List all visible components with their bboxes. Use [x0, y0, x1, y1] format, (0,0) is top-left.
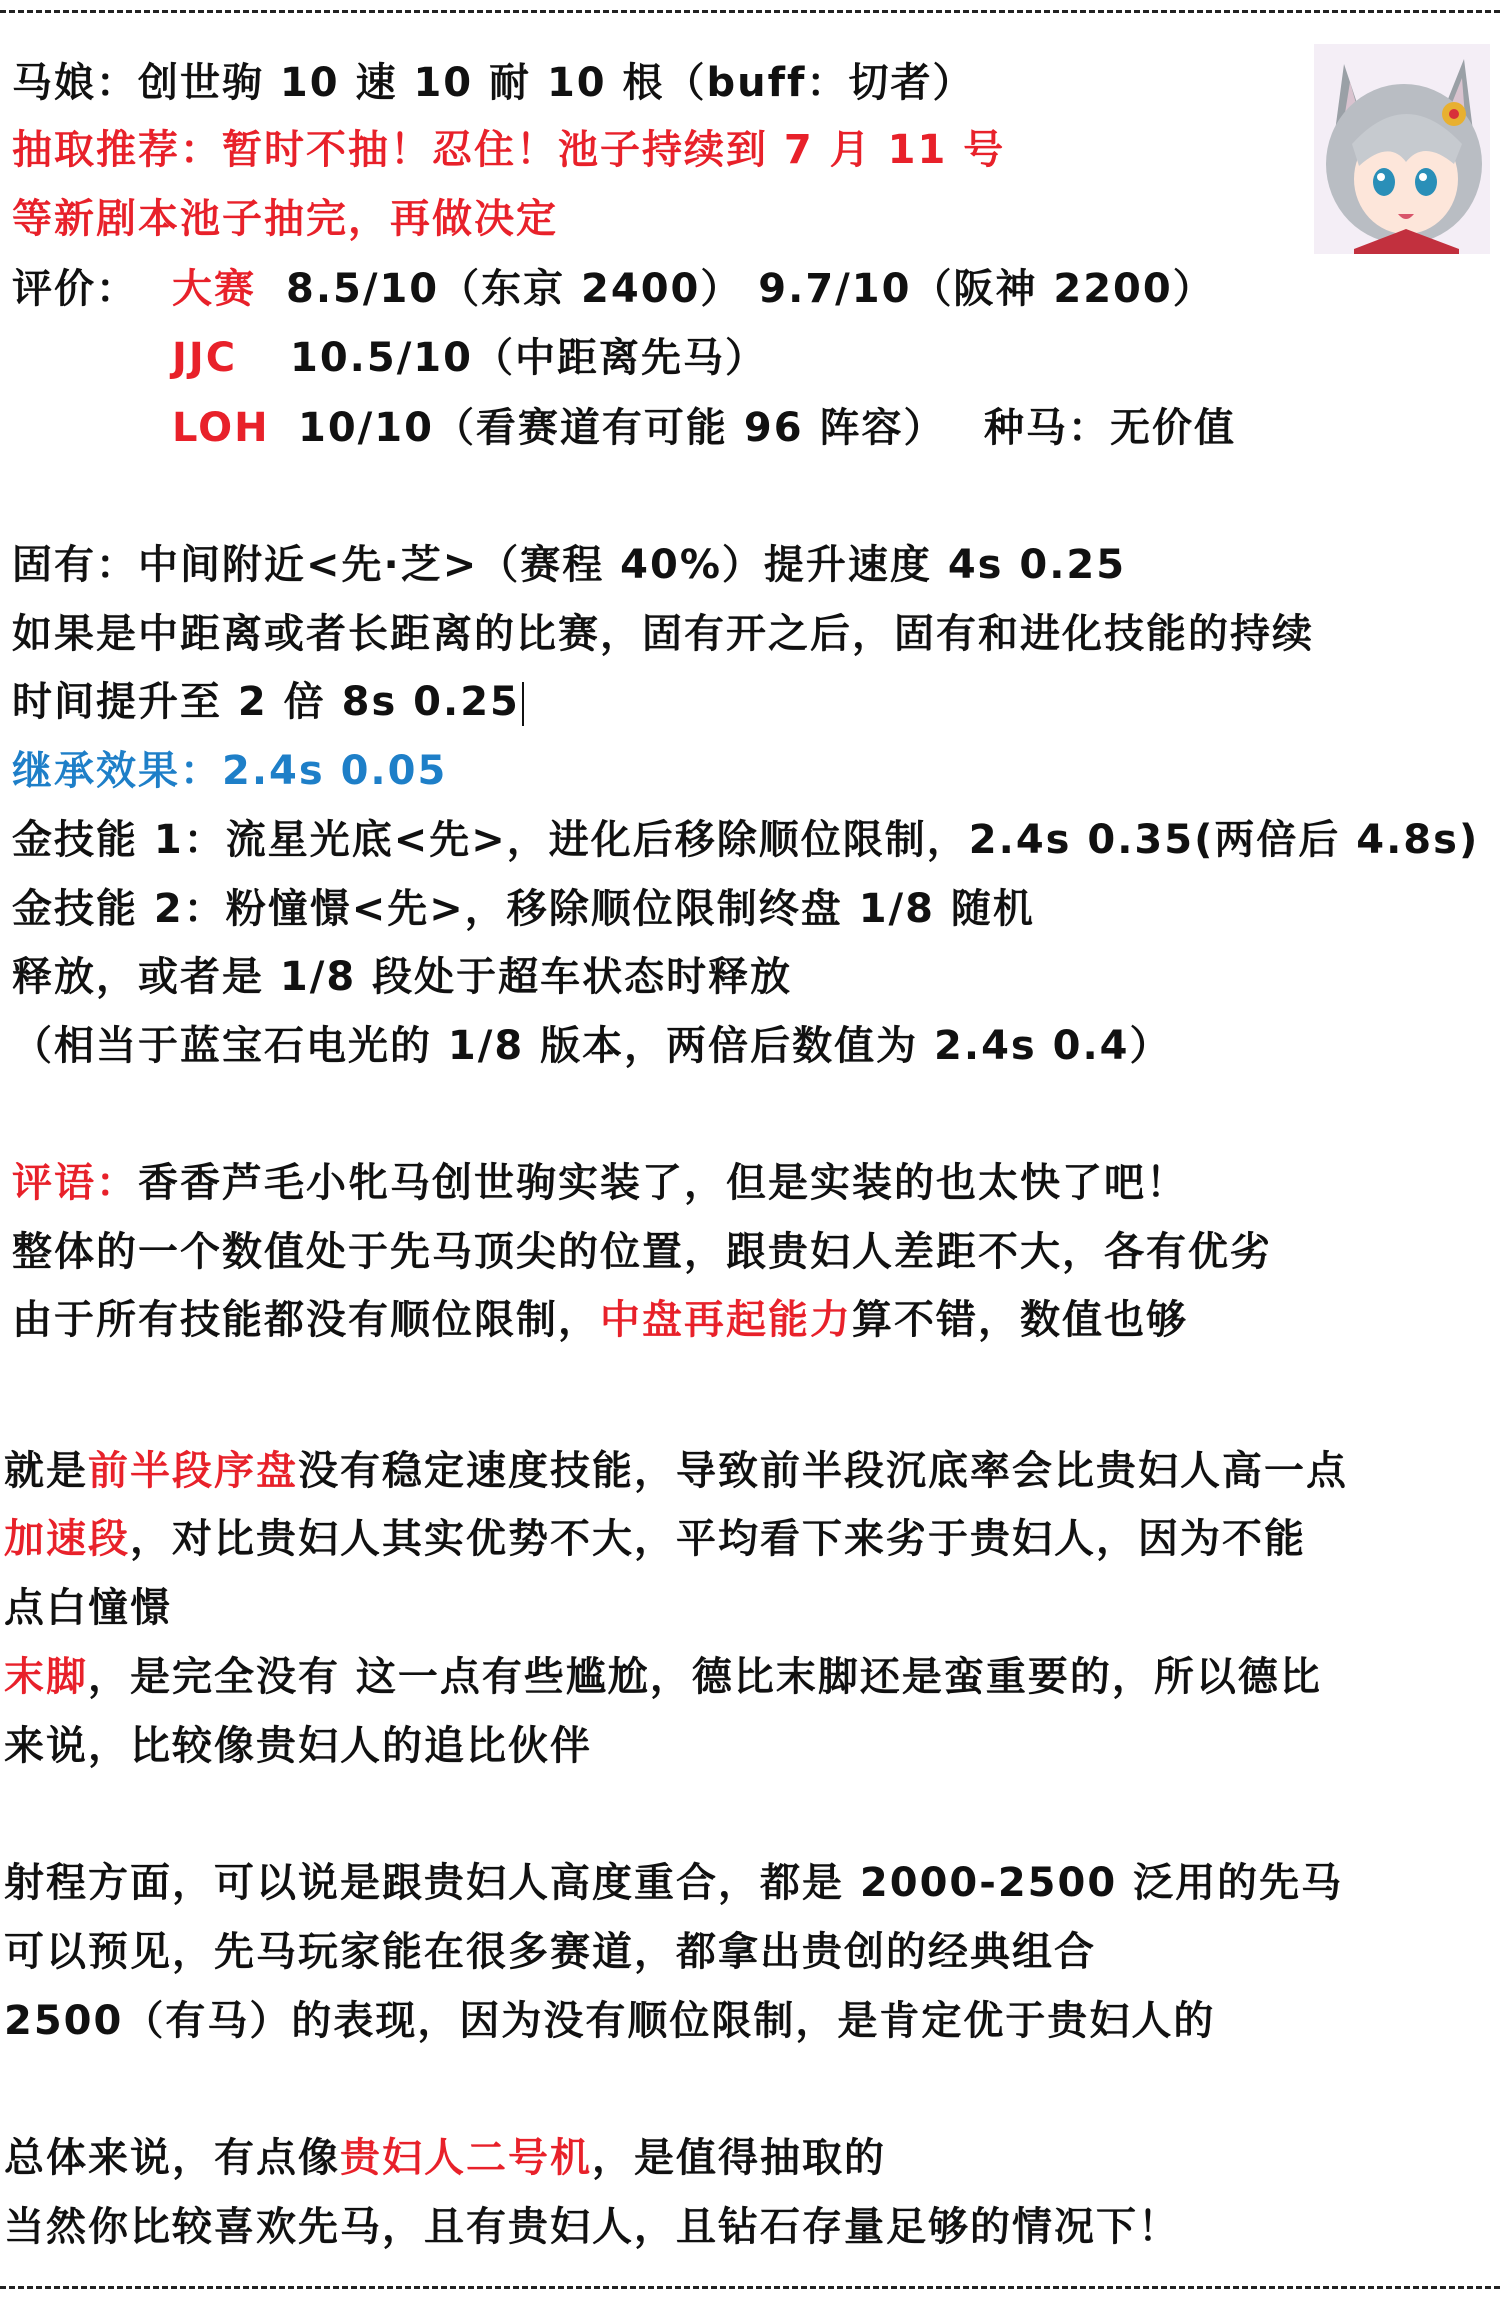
character-avatar — [1314, 44, 1490, 254]
final-leg-line-2: 来说，比较像贵妇人的追比伙伴 — [4, 1723, 592, 1769]
loh-label: LOH — [172, 405, 270, 451]
comment-line-1 — [12, 1158, 1188, 1208]
final-leg-line — [4, 1652, 1322, 1702]
early-phase-text: 没有稳定速度技能，导致前半段沉底率会比贵妇人高一点 — [298, 1448, 1348, 1494]
summary-line-2: 当然你比较喜欢先马，且有贵妇人，且钻石存量足够的情况下！ — [4, 2204, 1180, 2250]
unique-note-2 — [12, 677, 524, 727]
wait-note: 等新剧本池子抽完，再做决定 — [12, 196, 558, 242]
unique-note-2-text: 时间提升至 2 倍 8s 0.25 — [12, 679, 520, 725]
final-leg-text: ，是完全没有 这一点有些尴尬，德比末脚还是蛮重要的，所以德比 — [88, 1654, 1322, 1700]
gold-skill-2-note-1: 释放，或者是 1/8 段处于超车状态时释放 — [12, 954, 793, 1000]
summary-highlight: 贵妇人二号机 — [340, 2135, 592, 2181]
comment-label: 评语： — [12, 1160, 138, 1206]
character-portrait-icon — [1314, 44, 1490, 254]
rating-label: 评价： — [12, 266, 138, 312]
early-phase-prefix: 就是 — [4, 1448, 88, 1494]
range-line-2: 可以预见，先马玩家能在很多赛道，都拿出贵创的经典组合 — [4, 1929, 1096, 1975]
comment-line-3-b: 算不错，数值也够 — [852, 1297, 1188, 1343]
comment-line-2: 整体的一个数值处于先马顶尖的位置，跟贵妇人差距不大，各有优劣 — [12, 1229, 1272, 1275]
accel-phase-text: ，对比贵妇人其实优势不大，平均看下来劣于贵妇人，因为不能 — [130, 1516, 1306, 1562]
jjc-label: JJC — [172, 335, 238, 381]
accel-phase-line-2: 点白憧憬 — [4, 1585, 172, 1631]
summary-prefix: 总体来说，有点像 — [4, 2135, 340, 2181]
uma-title-line: 马娘：创世驹 10 速 10 耐 10 根（buff：切者） — [12, 60, 975, 106]
gold-skill-1: 金技能 1：流星光底<先>，进化后移除顺位限制，2.4s 0.35(两倍后 4.8s) — [12, 817, 1480, 863]
jjc-value: 10.5/10（中距离先马） — [290, 335, 767, 381]
early-phase-line — [4, 1446, 1348, 1496]
final-leg-highlight: 末脚 — [4, 1654, 88, 1700]
text-cursor — [522, 682, 524, 726]
gold-skill-2-note-2: （相当于蓝宝石电光的 1/8 版本，两倍后数值为 2.4s 0.4） — [12, 1023, 1172, 1069]
range-line-3: 2500（有马）的表现，因为没有顺位限制，是肯定优于贵妇人的 — [4, 1998, 1216, 2044]
accel-phase-highlight: 加速段 — [4, 1516, 130, 1562]
gold-skill-2: 金技能 2：粉憧憬<先>，移除顺位限制终盘 1/8 随机 — [12, 886, 1035, 932]
early-phase-highlight: 前半段序盘 — [88, 1448, 298, 1494]
comment-line-3 — [12, 1295, 1188, 1345]
big-race-label: 大赛 — [172, 266, 256, 312]
accel-phase-line — [4, 1514, 1306, 1564]
unique-note-1: 如果是中距离或者长距离的比赛，固有开之后，固有和进化技能的持续 — [12, 611, 1314, 657]
loh-value: 10/10（看赛道有可能 96 阵容） — [298, 405, 946, 451]
inherit-effect: 继承效果：2.4s 0.05 — [12, 748, 448, 794]
range-line-1: 射程方面，可以说是跟贵妇人高度重合，都是 2000-2500 泛用的先马 — [4, 1860, 1344, 1906]
stud-value: 种马：无价值 — [984, 405, 1236, 451]
comment-line-3-a: 由于所有技能都没有顺位限制， — [12, 1297, 600, 1343]
comment-line-3-highlight: 中盘再起能力 — [600, 1297, 852, 1343]
bottom-dashed-divider — [0, 2286, 1500, 2289]
big-race-value: 8.5/10（东京 2400） 9.7/10（阪神 2200） — [286, 266, 1215, 312]
unique-skill: 固有：中间附近<先·芝>（赛程 40%）提升速度 4s 0.25 — [12, 542, 1127, 588]
comment-line-1-text: 香香芦毛小牝马创世驹实装了，但是实装的也太快了吧！ — [138, 1160, 1188, 1206]
summary-line-1 — [4, 2133, 886, 2183]
draw-recommendation: 抽取推荐：暂时不抽！忍住！池子持续到 7 月 11 号 — [12, 127, 1006, 173]
top-dashed-divider — [0, 10, 1500, 13]
summary-suffix: ，是值得抽取的 — [592, 2135, 886, 2181]
